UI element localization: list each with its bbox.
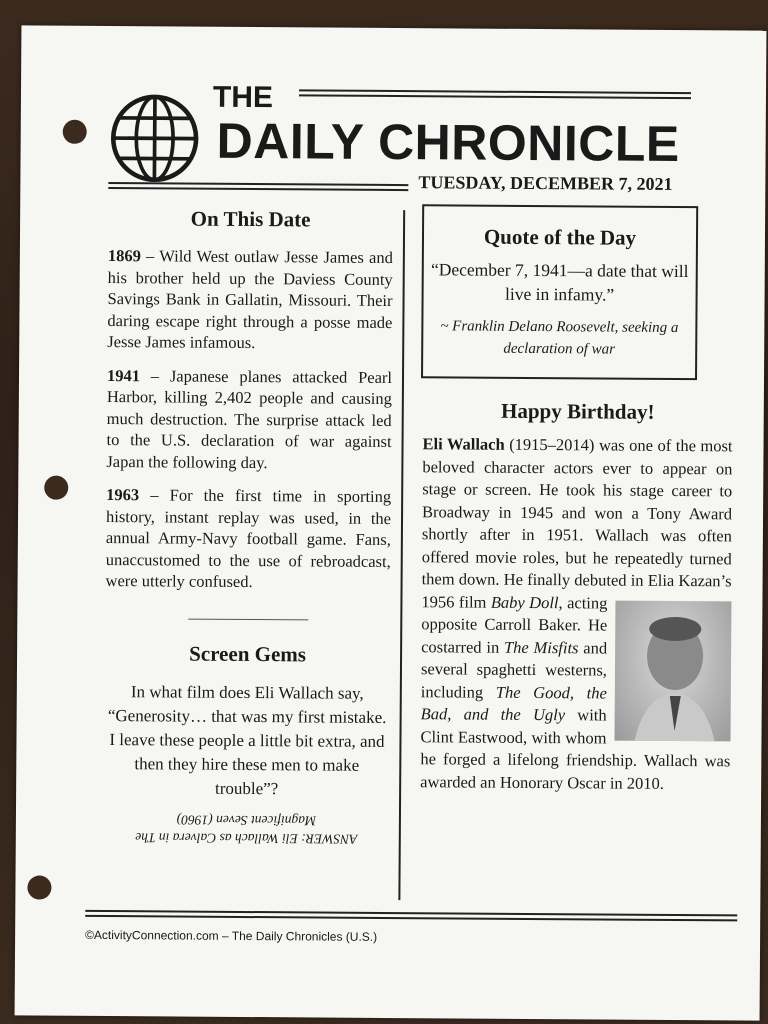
history-entry-year: 1941: [106, 365, 141, 385]
footer-rule: [85, 910, 737, 922]
column-divider: [398, 210, 405, 900]
masthead-rule-bottom: [108, 182, 408, 191]
on-this-date-heading: On This Date: [190, 206, 311, 232]
birthday-text: [420, 433, 733, 795]
newsletter-page: [15, 25, 767, 1020]
punch-hole: [44, 476, 68, 500]
history-entry: [106, 484, 392, 593]
punch-hole: [63, 120, 87, 144]
birthday-section: [420, 398, 733, 807]
birthday-name: Eli Wallach: [422, 434, 505, 454]
quote-attribution: ~ Franklin Delano Roosevelt, seeking a declaration of war: [440, 318, 679, 358]
globe-icon: [108, 92, 201, 185]
punch-hole: [27, 875, 51, 899]
birthday-text-part: (1915–2014) was one of the most beloved character actors ever to appear on stage or screen. He took his stage career to Broadway in 1945 and won a Tony Award shortly after in 1951. Wallach was often offered movie roles, but he repeatedly turned them down. He finally debuted in Elia Kazan’s 1956 film: [421, 434, 733, 612]
birthday-text-part: and several spaghetti westerns, including: [420, 637, 608, 702]
masthead-rule-top: [299, 89, 691, 99]
history-entry-text: – Japanese planes attacked Pearl Harbor, killing 2,402 people and causing much destruction. The surprise attack led to the U.S. declaration of war against Japan the following day.: [106, 365, 393, 472]
history-entry-year: 1869: [107, 246, 141, 266]
film-title: Baby Doll: [490, 592, 559, 612]
masthead-the: THE: [212, 80, 274, 115]
issue-date: TUESDAY, DECEMBER 7, 2021: [418, 172, 673, 194]
screen-gems-answer: ANSWER: Eli Wallach as Calvera in The Magnificent Seven (1960): [135, 812, 358, 847]
film-title: The Good, the Bad, and the Ugly: [420, 682, 607, 725]
section-divider: [188, 618, 308, 620]
quote-heading: Quote of the Day: [483, 224, 637, 250]
film-title: The Misfits: [503, 637, 579, 657]
masthead-title: DAILY CHRONICLE: [216, 112, 680, 173]
eli-wallach-photo: [614, 600, 731, 741]
history-entry: [106, 365, 392, 474]
history-entry-text: – For the first time in sporting history, instant replay was used, in the annual Army-Navy football game. Fans, unaccustomed to the use of rebroadcast, were utterly confused.: [105, 485, 392, 592]
history-entry-year: 1963: [106, 485, 140, 505]
screen-gems-heading: Screen Gems: [189, 641, 307, 666]
footer-credit: ©ActivityConnection.com – The Daily Chronicles (U.S.): [85, 927, 378, 944]
birthday-heading: Happy Birthday!: [500, 398, 655, 424]
birthday-text-part: , acting opposite Carroll Baker. He costarred in: [421, 592, 608, 657]
quote-text: “December 7, 1941—a date that will live in infamy.”: [430, 259, 689, 305]
history-entry-text: – Wild West outlaw Jesse James and his brother held up the Daviess County Savings Bank in Gallatin, Missouri. Their daring escape right through a posse made Jesse James infamous.: [107, 246, 393, 353]
quote-of-the-day-box: [421, 204, 698, 380]
left-column: [104, 206, 393, 847]
screen-gems-question: In what film does Eli Wallach say, “Generosity… that was my first mistake. I leave these people a little bit extra, and then they hire these men to make trouble”?: [107, 681, 387, 798]
birthday-text-part: with Clint Eastwood, with whom he forged a lifelong friendship. Wallach was awarded an Honorary Oscar in 2010.: [420, 705, 731, 793]
history-entry: [107, 245, 393, 354]
